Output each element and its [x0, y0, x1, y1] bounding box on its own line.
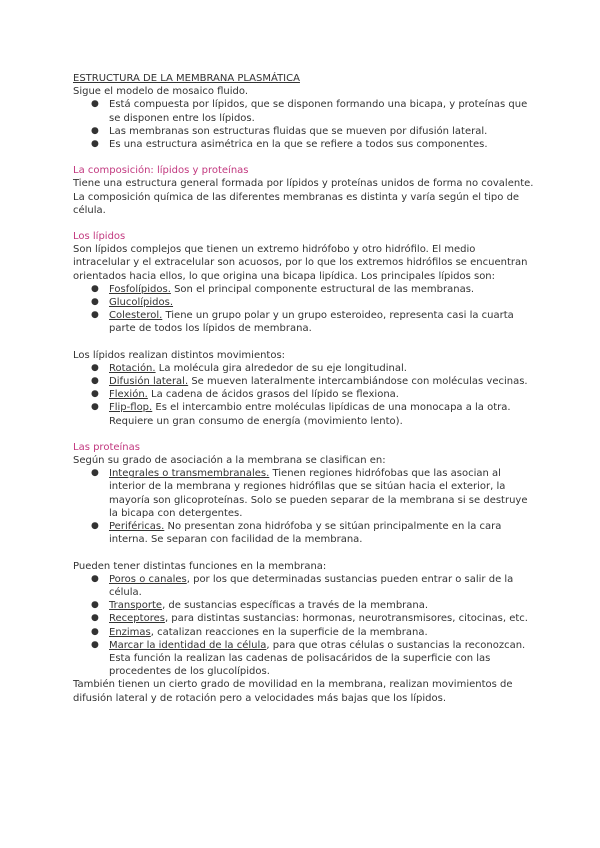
bullet-icon: ● — [91, 468, 99, 479]
term: Integrales o transmembranales. — [109, 468, 270, 480]
intro-list — [73, 98, 535, 151]
list-item: ● Receptores, para distintas sustancias: hormonas, neurotransmisores, citocinas, etc. — [91, 613, 528, 625]
list-item: ● Poros o canales, por los que determinadas sustancias pueden entrar o salir de la célula. — [91, 573, 514, 598]
paragraph: Pueden tener distintas funciones en la membrana: — [73, 560, 327, 572]
section-heading-composition: La composición: lípidos y proteínas — [73, 165, 249, 177]
lipid-types-list — [73, 283, 535, 336]
paragraph: Según su grado de asociación a la membrana se clasifican en: — [73, 455, 386, 467]
list-item: ● Enzimas, catalizan reacciones en la superficie de la membrana. — [91, 626, 428, 638]
term: Colesterol. — [109, 310, 163, 322]
document-title: ESTRUCTURA DE LA MEMBRANA PLASMÁTICA — [73, 73, 300, 84]
term: Difusión lateral. — [109, 376, 189, 388]
term: Fosfolípidos. — [109, 283, 171, 295]
bullet-icon: ● — [91, 573, 99, 584]
bullet-icon: ● — [91, 125, 99, 136]
protein-functions-list — [73, 573, 535, 679]
paragraph: Los lípidos realizan distintos movimientos: — [73, 349, 286, 361]
section-heading-proteins: Las proteínas — [73, 441, 140, 453]
document-page — [73, 72, 535, 705]
list-item: ● Está compuesta por lípidos, que se disponen formando una bicapa, y proteínas que se disponen entre los lípidos. — [91, 99, 528, 124]
term: Flexión. — [109, 389, 148, 401]
term: Rotación. — [109, 362, 156, 374]
bullet-icon: ● — [91, 626, 99, 637]
bullet-icon: ● — [91, 639, 99, 650]
bullet-icon: ● — [91, 310, 99, 321]
list-item — [73, 296, 535, 309]
paragraph: También tienen un cierto grado de movilidad en la membrana, realizan movimientos de difusión lateral y de rotación pero a velocidades más bajas que los lípidos. — [73, 679, 513, 704]
list-item: ● Las membranas son estructuras fluidas que se mueven por difusión lateral. — [91, 125, 488, 137]
list-item: ● Flip-flop. Es el intercambio entre moléculas lipídicas de una monocapa a la otra. Requiere un gran consumo de energía (movimiento lento). — [91, 402, 511, 427]
intro-text: Sigue el modelo de mosaico fluido. — [73, 86, 249, 98]
term: Flip-flop. — [109, 402, 153, 414]
list-item: ● Fosfolípidos. Son el principal componente estructural de las membranas. — [91, 283, 475, 295]
list-item: ● Rotación. La molécula gira alrededor de su eje longitudinal. — [91, 362, 407, 374]
list-item: ● Marcar la identidad de la célula, para que otras células o sustancias la reconozcan. Esta función la realizan las cadenas de polisacáridos de la superficie con las procedentes de los glucolípidos. — [91, 639, 526, 678]
term: Glucolípidos. — [109, 297, 174, 309]
term: Poros o canales — [109, 573, 187, 585]
term: Periféricas. — [109, 521, 165, 533]
list-item: ● Transporte, de sustancias específicas a través de la membrana. — [91, 600, 429, 612]
list-item: ● Periféricas. No presentan zona hidrófoba y se sitúan principalmente en la cara interna. Se separan con facilidad de la membrana. — [91, 521, 502, 546]
bullet-icon: ● — [91, 613, 99, 624]
term: Marcar la identidad de la célula — [109, 639, 267, 651]
list-item: ● Colesterol. Tiene un grupo polar y un grupo esteroideo, representa casi la cuarta parte de todos los lípidos de membrana. — [91, 310, 514, 335]
paragraph: Tiene una estructura general formada por lípidos y proteínas unidos de forma no covalente. — [73, 178, 534, 190]
bullet-icon: ● — [91, 389, 99, 400]
term: Enzimas — [109, 626, 151, 638]
paragraph: Son lípidos complejos que tienen un extremo hidrófobo y otro hidrófilo. El medio intracelular y el extracelular son acuosos, por lo que los extremos hidrófilos se encuentran orientados hacia ellos, lo que origina una bicapa lipídica. Los principales lípidos son: — [73, 244, 528, 282]
bullet-icon: ● — [91, 99, 99, 110]
section-heading-lipids: Los lípidos — [73, 231, 126, 243]
bullet-icon: ● — [91, 376, 99, 387]
list-item: ● Es una estructura asimétrica en la que se refiere a todos sus componentes. — [91, 139, 488, 151]
term: Receptores — [109, 613, 165, 625]
paragraph: La composición química de las diferentes membranas es distinta y varía según el tipo de célula. — [73, 191, 520, 216]
protein-types-list — [73, 467, 535, 546]
list-item: ● Flexión. La cadena de ácidos grasos del lípido se flexiona. — [91, 389, 399, 401]
lipid-movements-list — [73, 362, 535, 428]
bullet-icon: ● — [91, 600, 99, 611]
bullet-icon: ● — [91, 402, 99, 413]
bullet-icon: ● — [91, 521, 99, 532]
list-item: ● Integrales o transmembranales. Tienen regiones hidrófobas que las asocian al interior de la membrana y regiones hidrófilas que se sitúan hacia el exterior, la mayoría son glicoproteínas. Solo se pueden separar de la membrana si se destruye la bicapa con detergentes. — [91, 468, 528, 519]
bullet-icon: ● — [91, 362, 99, 373]
bullet-icon: ● — [91, 283, 99, 294]
term: Transporte — [109, 600, 163, 612]
bullet-icon: ● — [91, 139, 99, 150]
list-item: ● Difusión lateral. Se mueven lateralmente intercambiándose con moléculas vecinas. — [91, 376, 528, 388]
bullet-icon: ● — [91, 297, 99, 308]
